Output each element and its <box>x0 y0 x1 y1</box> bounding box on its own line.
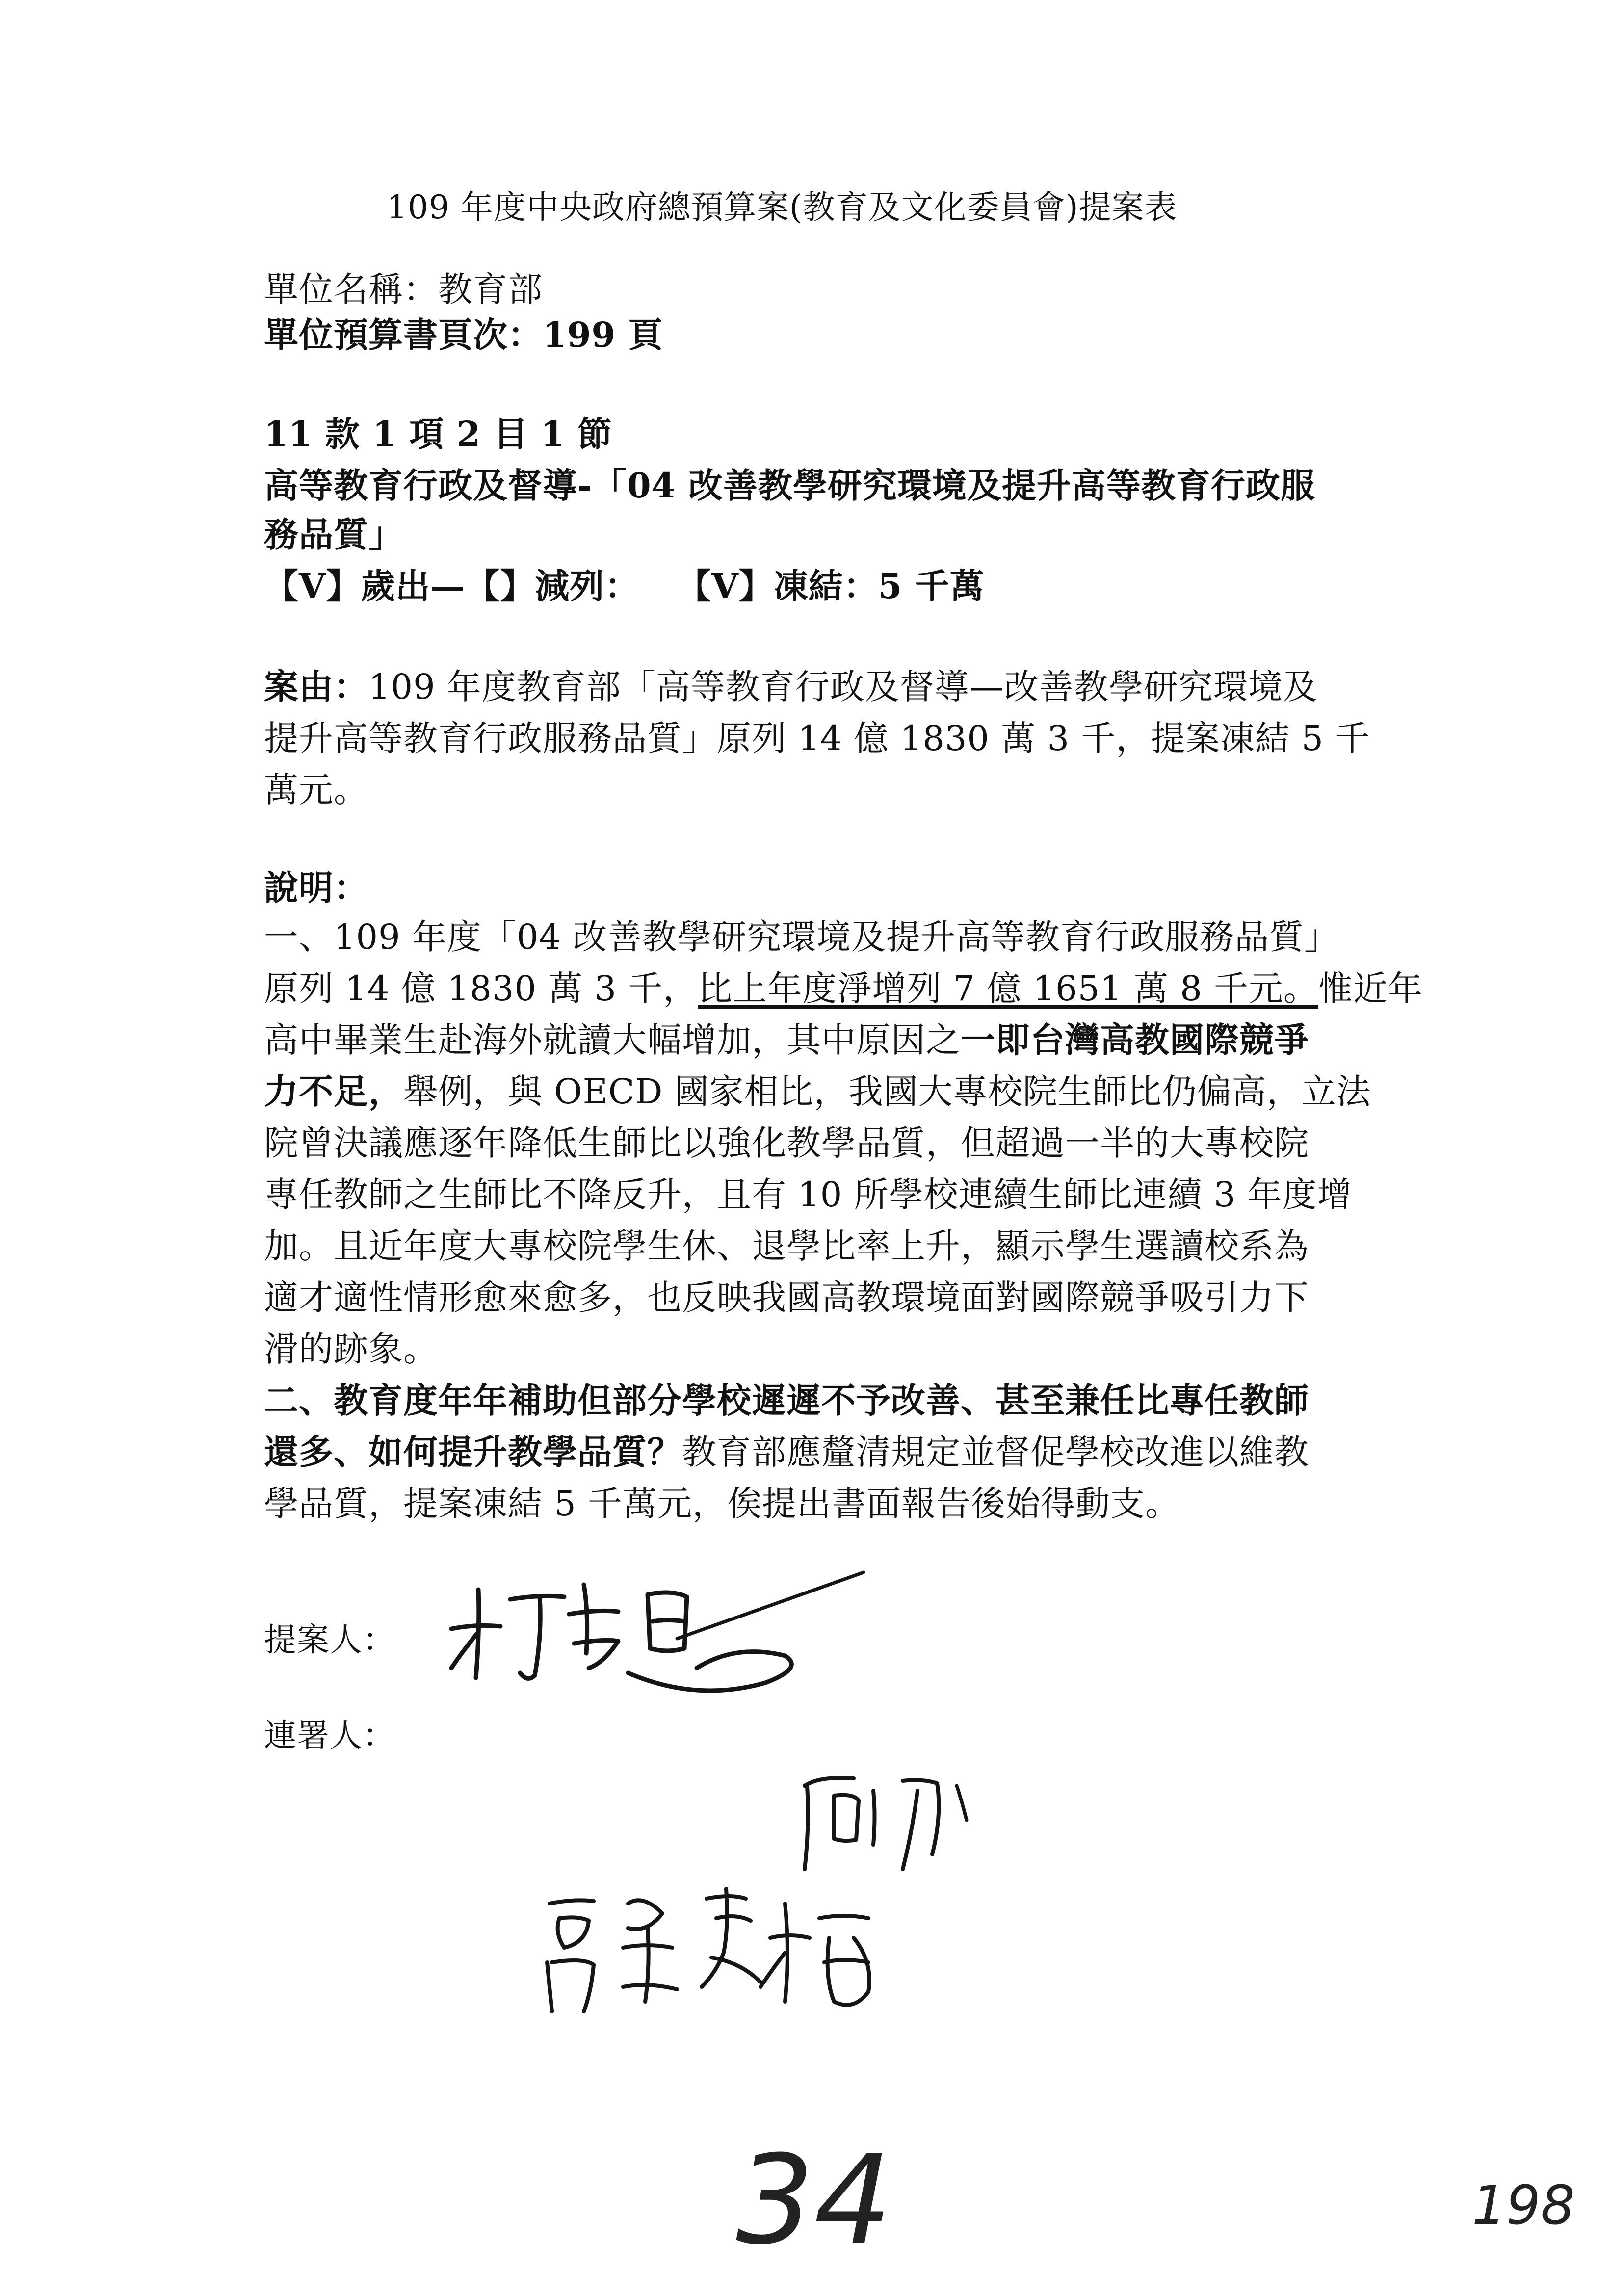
explanation-p1-line4 <box>264 1071 1371 1112</box>
explanation-p2-line2 <box>264 1432 1309 1472</box>
action-line: 【V】歲出—【】減列： 【V】凍結：5 千萬 <box>264 566 985 606</box>
reason-line2: 提升高等教育行政服務品質」原列 14 億 1830 萬 3 千，提案凍結 5 千 <box>264 718 1370 758</box>
p2-line2-part-c: 教育部應釐清規定並督促學校改進以維教 <box>682 1432 1309 1472</box>
section-code: 11 款 1 項 2 目 1 節 <box>264 414 613 454</box>
reason-line3: 萬元。 <box>264 770 368 810</box>
explanation-p1-line8: 適才適性情形愈來愈多，也反映我國高教環境面對國際競爭吸引力下 <box>264 1278 1309 1318</box>
p1-line4-part-c: 舉例，與 OECD 國家相比，我國大專校院生師比仍偏高，立法 <box>403 1071 1371 1112</box>
cosigner-signatures <box>530 1756 1119 2031</box>
page-number-handwritten: 34 <box>736 2129 892 2271</box>
p1-line2-part-a: 原列 14 億 1830 萬 3 千， <box>264 968 698 1009</box>
reason-text-line1: 109 年度教育部「高等教育行政及督導—改善教學研究環境及 <box>368 667 1318 707</box>
explanation-p1-line9: 滑的跡象。 <box>264 1329 438 1369</box>
program-name-line1: 高等教育行政及督導-「04 改善教學研究環境及提升高等教育行政服 <box>264 465 1315 506</box>
document-title: 109 年度中央政府總預算案(教育及文化委員會)提案表 <box>387 188 1178 226</box>
p1-line3-part-a: 高中畢業生赴海外就讀大幅增加，其中原因之 <box>264 1020 961 1060</box>
p2-line2-bold: 還多、如何提升教學品質？ <box>264 1432 682 1472</box>
p1-line4-bold: 力不足， <box>264 1071 403 1112</box>
p1-line3-bold: 一即台灣高教國際競爭 <box>961 1019 1309 1060</box>
unit-name-value: 教育部 <box>438 269 543 310</box>
budget-page-label: 單位預算書頁次： <box>264 314 543 355</box>
reason-label: 案由： <box>264 666 368 707</box>
proposer-label: 提案人： <box>264 1621 395 1659</box>
explanation-p2-line3: 學品質，提案凍結 5 千萬元，俟提出書面報告後始得動支。 <box>264 1484 1180 1524</box>
explanation-p1-line3 <box>264 1019 1309 1060</box>
budget-page-value: 199 頁 <box>543 314 663 355</box>
program-name-line2: 務品質」 <box>264 514 403 555</box>
proposer-signature <box>442 1555 908 1717</box>
unit-name-label: 單位名稱： <box>264 269 438 310</box>
explanation-label: 說明： <box>264 867 368 908</box>
corner-number-handwritten: 198 <box>1472 2174 1575 2237</box>
explanation-p1-line2 <box>264 968 1423 1009</box>
cosigner-label: 連署人： <box>264 1717 395 1754</box>
explanation-p1-line6: 專任教師之生師比不降反升，且有 10 所學校連續生師比連續 3 年度增 <box>264 1174 1352 1215</box>
explanation-p2-line1: 二、教育度年年補助但部分學校遲遲不予改善、甚至兼任比專任教師 <box>264 1380 1309 1421</box>
explanation-p1-line7: 加。且近年度大專校院學生休、退學比率上升，顯示學生選讀校系為 <box>264 1226 1309 1266</box>
p1-line2-underlined: 比上年度淨增列 7 億 1651 萬 8 千元。 <box>698 968 1318 1009</box>
unit-name-line <box>264 269 543 310</box>
explanation-p1-line5: 院曾決議應逐年降低生師比以強化教學品質，但超過一半的大專校院 <box>264 1123 1309 1163</box>
p1-line2-part-c: 惟近年 <box>1318 968 1423 1009</box>
explanation-p1-line1: 一、109 年度「04 改善教學研究環境及提升高等教育行政服務品質」 <box>264 917 1339 957</box>
budget-page-line <box>264 314 663 355</box>
reason-line1 <box>264 666 1318 707</box>
